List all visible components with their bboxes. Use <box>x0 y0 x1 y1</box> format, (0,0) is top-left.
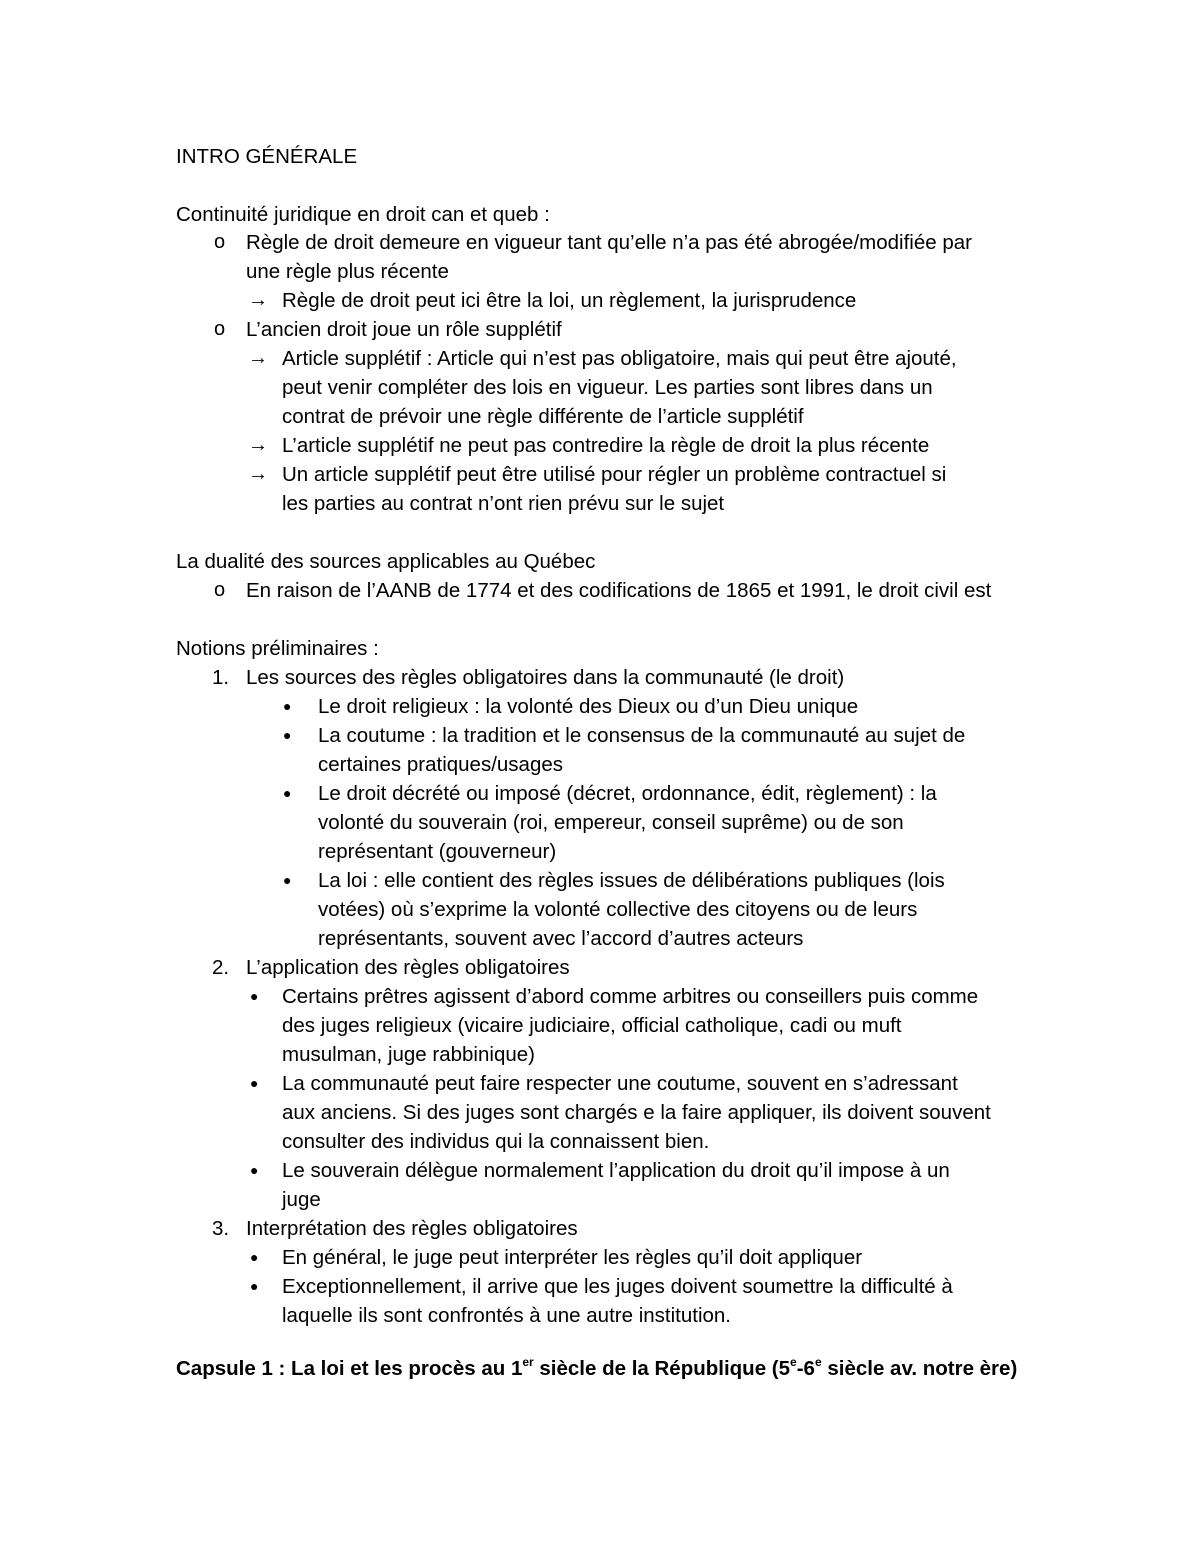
list-item-text: Le droit décrété ou imposé (décret, ordonnance, édit, règlement) : la <box>318 782 937 805</box>
list-item-text: des juges religieux (vicaire judiciaire, official catholique, cadi ou muft <box>282 1014 902 1037</box>
list-item-text: certaines pratiques/usages <box>318 753 564 776</box>
list-item-text: les parties au contrat n’ont rien prévu sur le sujet <box>282 492 725 515</box>
capsule-superscript: e <box>790 1355 797 1369</box>
list-number: 2. <box>212 956 230 979</box>
list-item-text: volonté du souverain (roi, empereur, conseil suprême) ou de son <box>318 811 904 834</box>
list-item-text: L’article supplétif ne peut pas contredire la règle de droit la plus récente <box>282 434 930 457</box>
capsule-heading <box>176 1354 1017 1383</box>
list-item-text: Le droit religieux : la volonté des Dieux ou d’un Dieu unique <box>318 695 859 718</box>
list-item-text: Le souverain délègue normalement l’application du droit qu’il impose à un <box>282 1159 950 1182</box>
list-item-text: consulter des individus qui la connaissent bien. <box>282 1130 710 1153</box>
list-item-text: représentants, souvent avec l’accord d’autres acteurs <box>318 927 804 950</box>
list-item-text: Interprétation des règles obligatoires <box>246 1217 578 1240</box>
list-item-text: contrat de prévoir une règle différente de l’article supplétif <box>282 405 804 428</box>
bullet-dot: ● <box>250 1249 259 1265</box>
list-item-text: Un article supplétif peut être utilisé pour régler un problème contractuel si <box>282 463 947 486</box>
bullet-dot: ● <box>283 872 292 888</box>
list-item-text: Exceptionnellement, il arrive que les juges doivent soumettre la difficulté à <box>282 1275 953 1298</box>
bullet-dot: ● <box>250 1075 259 1091</box>
list-item-text: L’application des règles obligatoires <box>246 956 570 979</box>
capsule-text: Capsule 1 : La loi et les procès au 1 <box>176 1357 523 1380</box>
capsule-text: siècle de la République (5 <box>533 1357 791 1380</box>
bullet-dot: ● <box>283 727 292 743</box>
list-item-text: représentant (gouverneur) <box>318 840 557 863</box>
capsule-text: -6 <box>796 1357 815 1380</box>
capsule-superscript: e <box>814 1355 822 1369</box>
arrow-icon: → <box>248 463 268 485</box>
list-item-text: En général, le juge peut interpréter les règles qu’il doit appliquer <box>282 1246 863 1269</box>
section-heading-dualite: La dualité des sources applicables au Québec <box>176 550 596 573</box>
list-item-text: La loi : elle contient des règles issues de délibérations publiques (lois <box>318 869 945 892</box>
list-item-text: La coutume : la tradition et le consensus de la communauté au sujet de <box>318 724 966 747</box>
arrow-icon: → <box>248 434 268 456</box>
list-item-text: votées) où s’exprime la volonté collective des citoyens ou de leurs <box>318 898 918 921</box>
section-heading-continuite: Continuité juridique en droit can et queb : <box>176 203 550 226</box>
list-item-text: En raison de l’AANB de 1774 et des codifications de 1865 et 1991, le droit civil est <box>246 579 992 602</box>
bullet-dot: ● <box>250 988 259 1004</box>
list-number: 3. <box>212 1217 230 1240</box>
bullet-dot: ● <box>283 785 292 801</box>
list-item-text: Les sources des règles obligatoires dans la communauté (le droit) <box>246 666 845 689</box>
arrow-icon: → <box>248 289 268 311</box>
list-item-text: aux anciens. Si des juges sont chargés e la faire appliquer, ils doivent souvent <box>282 1101 991 1124</box>
list-item-text: juge <box>282 1188 321 1211</box>
list-item-text: La communauté peut faire respecter une coutume, souvent en s’adressant <box>282 1072 958 1095</box>
document-title: INTRO GÉNÉRALE <box>176 145 358 168</box>
list-item-text: Règle de droit peut ici être la loi, un règlement, la jurisprudence <box>282 289 857 312</box>
list-item-text: Article supplétif : Article qui n’est pas obligatoire, mais qui peut être ajouté, <box>282 347 957 370</box>
list-item-text: Certains prêtres agissent d’abord comme arbitres ou conseillers puis comme <box>282 985 979 1008</box>
list-item-text: peut venir compléter des lois en vigueur. Les parties sont libres dans un <box>282 376 933 399</box>
capsule-text: siècle av. notre ère) <box>821 1357 1018 1380</box>
arrow-icon: → <box>248 347 268 369</box>
bullet-dot: ● <box>250 1162 259 1178</box>
circle-bullet: o <box>214 318 226 340</box>
circle-bullet: o <box>214 579 226 601</box>
section-heading-notions: Notions préliminaires : <box>176 637 379 660</box>
list-item-text: une règle plus récente <box>246 260 449 283</box>
list-item-text: Règle de droit demeure en vigueur tant qu’elle n’a pas été abrogée/modifiée par <box>246 231 972 254</box>
list-item-text: musulman, juge rabbinique) <box>282 1043 535 1066</box>
list-item-text: L’ancien droit joue un rôle supplétif <box>246 318 562 341</box>
capsule-superscript: er <box>522 1355 534 1369</box>
circle-bullet: o <box>214 231 226 253</box>
list-item-text: laquelle ils sont confrontés à une autre institution. <box>282 1304 731 1327</box>
list-number: 1. <box>212 666 230 689</box>
bullet-dot: ● <box>250 1278 259 1294</box>
bullet-dot: ● <box>283 698 292 714</box>
